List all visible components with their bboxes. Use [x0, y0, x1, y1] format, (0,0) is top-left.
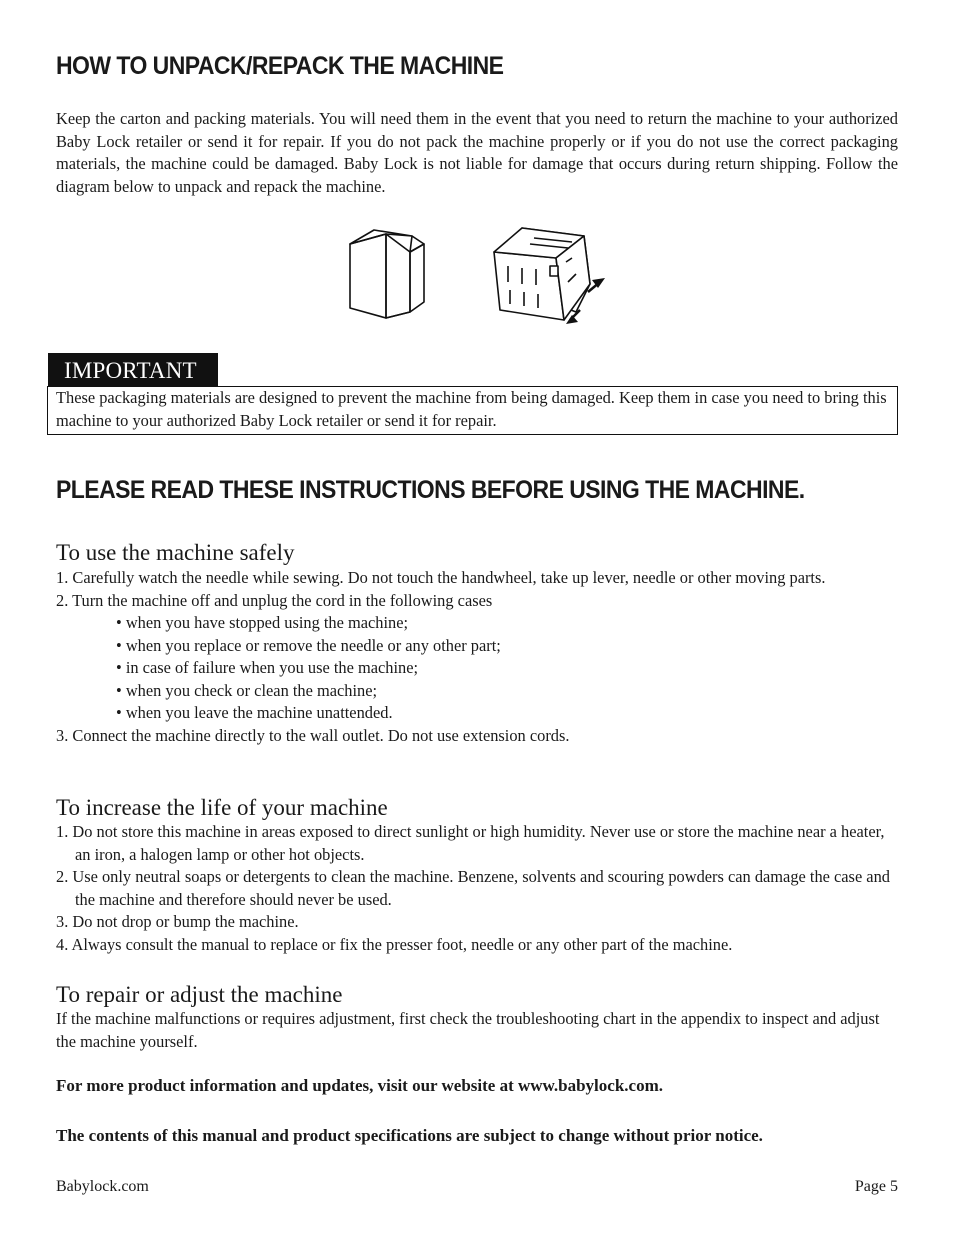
unpack-paragraph: Keep the carton and packing materials. You will need them in the event that you need to return the machine to your authorized Baby Lock retailer or send it for repair. If you do not pack the machine properly or if you do not use the correct packaging materials, the machine could be damaged. Baby Lock is not liable for damage that occurs during return shipping. Follow the diagram below to unpack and repack the machine. — [56, 109, 898, 196]
footer-site: Babylock.com — [56, 1178, 149, 1195]
list-item: 2. Turn the machine off and unplug the cord in the following cases — [56, 590, 493, 610]
list-item: 3. Connect the machine directly to the wall outlet. Do not use extension cords. — [56, 725, 570, 745]
safely-list — [56, 567, 898, 747]
carton-icon — [350, 230, 424, 318]
packing-diagram — [340, 222, 620, 334]
important-text: These packaging materials are designed to prevent the machine from being damaged. Keep them in case you need to bring this machine to your authorized Baby Lock retailer or send it for repair. — [56, 388, 887, 430]
repair-paragraph: If the machine malfunctions or requires adjustment, first check the troubleshooting chart in the appendix to inspect and adjust the machine yourself. — [56, 1009, 880, 1051]
list-item: • when you leave the machine unattended. — [116, 703, 393, 722]
website-notice: For more product information and updates, visit our website at www.babylock.com. — [56, 1076, 663, 1095]
footer-page-number: Page 5 — [854, 1178, 898, 1195]
packing-foam-icon — [494, 228, 590, 320]
list-item: 1. Carefully watch the needle while sewing. Do not touch the handwheel, take up lever, needle or other moving parts. — [56, 568, 826, 587]
unpack-heading: HOW TO UNPACK/REPACK THE MACHINE — [56, 52, 504, 80]
list-item: 2. Use only neutral soaps or detergents to clean the machine. Benzene, solvents and scouring powders can damage the case and the machine and therefore should never be used. — [56, 867, 890, 909]
list-item: • when you have stopped using the machine; — [116, 613, 409, 632]
list-item: 4. Always consult the manual to replace or fix the presser foot, needle or any other part of the machine. — [56, 934, 733, 954]
read-instructions-heading: PLEASE READ THESE INSTRUCTIONS BEFORE USING THE MACHINE. — [56, 476, 805, 504]
specs-notice: The contents of this manual and product specifications are subject to change without prior notice. — [56, 1126, 763, 1145]
list-item: 3. Do not drop or bump the machine. — [56, 912, 299, 931]
list-item: • when you replace or remove the needle or any other part; — [116, 635, 501, 655]
list-item: • in case of failure when you use the machine; — [116, 658, 419, 677]
important-box — [47, 386, 898, 435]
life-heading: To increase the life of your machine — [56, 795, 388, 820]
safely-heading: To use the machine safely — [56, 540, 295, 565]
list-item: • when you check or clean the machine; — [116, 680, 378, 700]
important-label: IMPORTANT — [48, 353, 218, 387]
life-list — [56, 821, 898, 956]
repair-heading: To repair or adjust the machine — [56, 982, 343, 1007]
list-item: 1. Do not store this machine in areas exposed to direct sunlight or high humidity. Never use or store the machine near a heater, an iron, a halogen lamp or other hot objects. — [56, 822, 885, 864]
